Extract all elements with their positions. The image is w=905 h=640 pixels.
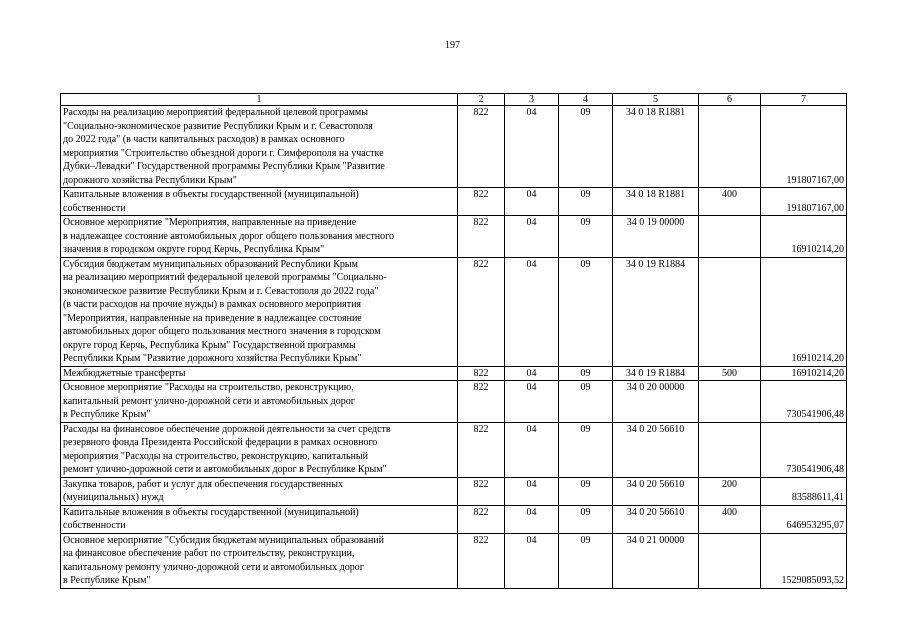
- description-line: экономическое развитие Республики Крым и г. Севастополя до 2022 года": [63, 285, 379, 297]
- description-line: Основное мероприятие "Мероприятия, направленные на приведение: [63, 217, 357, 228]
- amount: 730541906,48: [761, 422, 847, 477]
- table-row: [61, 216, 847, 258]
- section-code: 04: [505, 505, 559, 533]
- row-description: [61, 381, 458, 423]
- table-row: [61, 533, 847, 588]
- target-article-code: 34 0 19 R1884: [613, 257, 699, 366]
- table-row: [61, 422, 847, 477]
- description-line: Закупка товаров, работ и услуг для обеспечения государственных: [63, 478, 344, 490]
- department-code: 822: [458, 505, 505, 533]
- row-description: [61, 422, 458, 477]
- description-line: Межбюджетные трансферты: [63, 367, 186, 379]
- subsection-code: 09: [559, 533, 613, 588]
- description-line: округе город Керчь, Республика Крым" Государственной программы: [63, 339, 356, 351]
- row-description: [61, 216, 458, 258]
- column-header: 5: [613, 94, 699, 106]
- description-line: Расходы на финансовое обеспечение дорожной деятельности за счет средств: [63, 423, 391, 435]
- column-header: 6: [699, 94, 761, 106]
- subsection-code: 09: [559, 188, 613, 216]
- row-description: [61, 106, 458, 188]
- page-number: 197: [445, 40, 460, 51]
- description-line: "Мероприятия, направленные на приведение в надлежащее состояние: [63, 312, 362, 324]
- section-code: 04: [505, 216, 559, 258]
- description-line: (муниципальных) нужд: [63, 492, 164, 503]
- description-line: значения в городском округе город Керчь, Республика Крым": [63, 244, 325, 255]
- section-code: 04: [505, 381, 559, 423]
- description-line: капитальному ремонту улично-дорожной сети и автомобильных дорог: [63, 561, 364, 573]
- description-line: автомобильных дорог общего пользования местного значения в городском: [63, 326, 381, 337]
- department-code: 822: [458, 381, 505, 423]
- row-description: [61, 477, 458, 505]
- section-code: 04: [505, 188, 559, 216]
- section-code: 04: [505, 257, 559, 366]
- target-article-code: 34 0 21 00000: [613, 533, 699, 588]
- target-article-code: 34 0 18 R1881: [613, 106, 699, 188]
- column-header: 3: [505, 94, 559, 106]
- subsection-code: 09: [559, 422, 613, 477]
- subsection-code: 09: [559, 477, 613, 505]
- row-description: [61, 257, 458, 366]
- description-line: Капитальные вложения в объекты государственной (муниципальной): [63, 506, 359, 518]
- table-row: [61, 366, 847, 381]
- amount: 191807167,00: [761, 106, 847, 188]
- row-description: [61, 505, 458, 533]
- table-row: [61, 505, 847, 533]
- expense-type-code: 200: [699, 477, 761, 505]
- department-code: 822: [458, 533, 505, 588]
- row-description: [61, 366, 458, 381]
- expense-type-code: [699, 216, 761, 258]
- amount: 83588611,41: [761, 477, 847, 505]
- expense-type-code: [699, 257, 761, 366]
- section-code: 04: [505, 477, 559, 505]
- table-row: [61, 188, 847, 216]
- target-article-code: 34 0 20 00000: [613, 381, 699, 423]
- section-code: 04: [505, 533, 559, 588]
- subsection-code: 09: [559, 381, 613, 423]
- table-row: [61, 477, 847, 505]
- table-row: [61, 381, 847, 423]
- description-line: резервного фонда Президента Российской федерации в рамках основного: [63, 437, 378, 448]
- subsection-code: 09: [559, 257, 613, 366]
- table-row: [61, 257, 847, 366]
- expense-type-code: [699, 106, 761, 188]
- budget-table: [60, 93, 847, 589]
- description-line: Основное мероприятие "Расходы на строительство, реконструкцию,: [63, 382, 354, 393]
- expense-type-code: 400: [699, 188, 761, 216]
- subsection-code: 09: [559, 366, 613, 381]
- target-article-code: 34 0 20 56610: [613, 422, 699, 477]
- description-line: мероприятия "Расходы на строительство, реконструкцию, капитальный: [63, 450, 368, 462]
- department-code: 822: [458, 366, 505, 381]
- amount: 16910214,20: [761, 216, 847, 258]
- description-line: дорожного хозяйства Республики Крым": [63, 174, 237, 186]
- expense-type-code: 400: [699, 505, 761, 533]
- column-number-row: [61, 94, 847, 106]
- department-code: 822: [458, 257, 505, 366]
- description-line: на реализацию мероприятий федеральной целевой программы "Социально-: [63, 272, 387, 283]
- description-line: (в части расходов на прочие нужды) в рамках основного мероприятия: [63, 299, 362, 310]
- amount: 191807167,00: [761, 188, 847, 216]
- column-header: 2: [458, 94, 505, 106]
- department-code: 822: [458, 216, 505, 258]
- description-line: до 2022 года" (в части капитальных расходов) в рамках основного: [63, 134, 345, 145]
- amount: 16910214,20: [761, 257, 847, 366]
- department-code: 822: [458, 422, 505, 477]
- section-code: 04: [505, 366, 559, 381]
- description-line: капитальный ремонт улично-дорожной сети и автомобильных дорог: [63, 395, 355, 407]
- target-article-code: 34 0 19 R1884: [613, 366, 699, 381]
- description-line: Основное мероприятие "Субсидия бюджетам муниципальных образований: [63, 534, 385, 546]
- section-code: 04: [505, 106, 559, 188]
- subsection-code: 09: [559, 505, 613, 533]
- table-row: [61, 106, 847, 188]
- section-code: 04: [505, 422, 559, 477]
- expense-type-code: [699, 533, 761, 588]
- subsection-code: 09: [559, 106, 613, 188]
- row-description: [61, 188, 458, 216]
- description-line: собственности: [63, 520, 126, 531]
- description-line: в Республике Крым": [63, 575, 151, 586]
- description-line: собственности: [63, 202, 126, 214]
- subsection-code: 09: [559, 216, 613, 258]
- amount: 646953295,07: [761, 505, 847, 533]
- column-header: 1: [61, 94, 458, 106]
- description-line: мероприятия "Строительство объездной дороги г. Симферополя на участке: [63, 147, 384, 159]
- amount: 16910214,20: [761, 366, 847, 381]
- target-article-code: 34 0 18 R1881: [613, 188, 699, 216]
- description-line: в Республике Крым": [63, 409, 151, 420]
- column-header: 7: [761, 94, 847, 106]
- expense-type-code: 500: [699, 366, 761, 381]
- description-line: Субсидия бюджетам муниципальных образований Республики Крым: [63, 258, 358, 270]
- description-line: Расходы на реализацию мероприятий федеральной целевой программы: [63, 107, 368, 118]
- department-code: 822: [458, 106, 505, 188]
- target-article-code: 34 0 20 56610: [613, 505, 699, 533]
- target-article-code: 34 0 20 56610: [613, 477, 699, 505]
- expense-type-code: [699, 422, 761, 477]
- description-line: Республики Крым "Развитие дорожного хозяйства Республики Крым": [63, 353, 362, 364]
- description-line: ремонт улично-дорожной сети и автомобильных дорог в Республике Крым": [63, 464, 387, 475]
- table-body: [61, 106, 847, 589]
- description-line: "Социально-экономическое развитие Республики Крым и г. Севастополя: [63, 120, 373, 132]
- expense-type-code: [699, 381, 761, 423]
- description-line: Дубки–Левадки" Государственной программы Республики Крым "Развитие: [63, 161, 385, 172]
- column-header: 4: [559, 94, 613, 106]
- description-line: на финансовое обеспечение работ по строительству, реконструкции,: [63, 548, 355, 559]
- department-code: 822: [458, 477, 505, 505]
- row-description: [61, 533, 458, 588]
- department-code: 822: [458, 188, 505, 216]
- amount: 1529085093,52: [761, 533, 847, 588]
- amount: 730541906,48: [761, 381, 847, 423]
- description-line: в надлежащее состояние автомобильных дорог общего пользования местного: [63, 230, 395, 242]
- description-line: Капитальные вложения в объекты государственной (муниципальной): [63, 189, 359, 200]
- target-article-code: 34 0 19 00000: [613, 216, 699, 258]
